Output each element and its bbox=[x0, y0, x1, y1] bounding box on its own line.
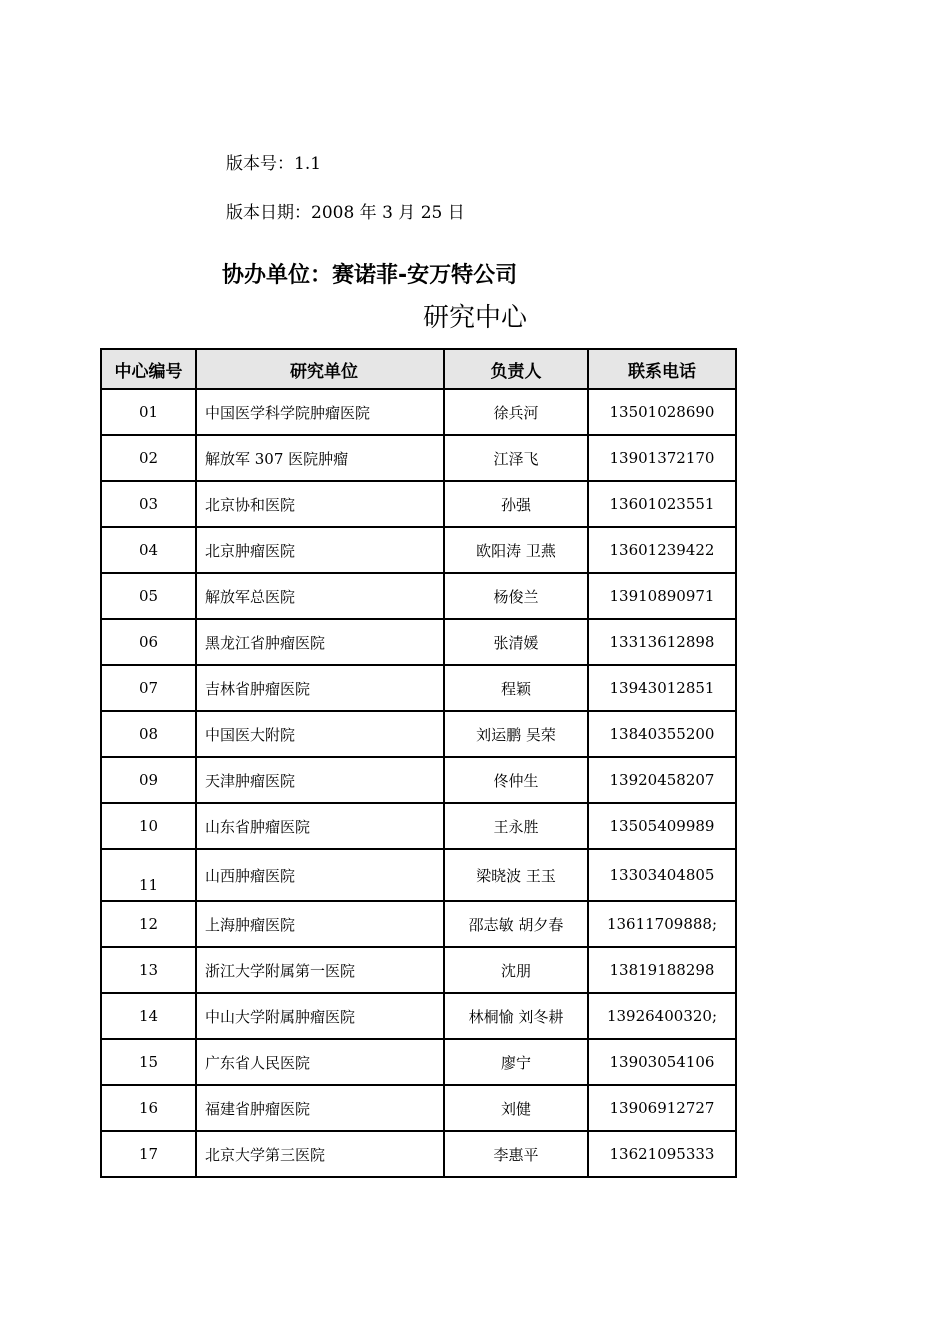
institution-cell: 中山大学附属肿瘤医院 bbox=[196, 993, 444, 1039]
table-header-row bbox=[101, 349, 736, 389]
phone-cell: 13501028690 bbox=[588, 389, 736, 435]
phone-cell: 13901372170 bbox=[588, 435, 736, 481]
center-number-cell: 02 bbox=[101, 435, 196, 481]
table-body bbox=[101, 389, 736, 1177]
center-number-cell: 15 bbox=[101, 1039, 196, 1085]
phone-cell: 13601023551 bbox=[588, 481, 736, 527]
phone-cell: 13505409989 bbox=[588, 803, 736, 849]
center-number-cell: 12 bbox=[101, 901, 196, 947]
institution-cell: 北京大学第三医院 bbox=[196, 1131, 444, 1177]
phone-cell: 13903054106 bbox=[588, 1039, 736, 1085]
table-row bbox=[101, 665, 736, 711]
table-row bbox=[101, 527, 736, 573]
principal-investigator-cell: 徐兵河 bbox=[444, 389, 588, 435]
principal-investigator-cell: 刘运鹏 吴荣 bbox=[444, 711, 588, 757]
institution-cell: 浙江大学附属第一医院 bbox=[196, 947, 444, 993]
principal-investigator-cell: 王永胜 bbox=[444, 803, 588, 849]
phone-cell: 13943012851 bbox=[588, 665, 736, 711]
principal-investigator-cell: 佟仲生 bbox=[444, 757, 588, 803]
phone-cell: 13601239422 bbox=[588, 527, 736, 573]
principal-investigator-cell: 孙强 bbox=[444, 481, 588, 527]
institution-cell: 上海肿瘤医院 bbox=[196, 901, 444, 947]
center-number-cell: 01 bbox=[101, 389, 196, 435]
institution-cell: 解放军 307 医院肿瘤 bbox=[196, 435, 444, 481]
table-row bbox=[101, 993, 736, 1039]
table-row bbox=[101, 1085, 736, 1131]
table-row bbox=[101, 389, 736, 435]
table-row bbox=[101, 1039, 736, 1085]
phone-cell: 13926400320; bbox=[588, 993, 736, 1039]
principal-investigator-cell: 江泽飞 bbox=[444, 435, 588, 481]
institution-cell: 山东省肿瘤医院 bbox=[196, 803, 444, 849]
center-number-cell: 17 bbox=[101, 1131, 196, 1177]
principal-investigator-cell: 林桐愉 刘冬耕 bbox=[444, 993, 588, 1039]
principal-investigator-cell: 李惠平 bbox=[444, 1131, 588, 1177]
center-number-cell: 03 bbox=[101, 481, 196, 527]
institution-cell: 解放军总医院 bbox=[196, 573, 444, 619]
phone-cell: 13303404805 bbox=[588, 849, 736, 901]
table-row bbox=[101, 947, 736, 993]
table-row bbox=[101, 711, 736, 757]
center-number-cell: 10 bbox=[101, 803, 196, 849]
principal-investigator-cell: 程颖 bbox=[444, 665, 588, 711]
institution-cell: 吉林省肿瘤医院 bbox=[196, 665, 444, 711]
phone-cell: 13313612898 bbox=[588, 619, 736, 665]
center-number-cell: 11 bbox=[101, 849, 196, 901]
phone-cell: 13920458207 bbox=[588, 757, 736, 803]
version-date: 版本日期：2008 年 3 月 25 日 bbox=[226, 203, 465, 223]
institution-cell: 中国医大附院 bbox=[196, 711, 444, 757]
principal-investigator-cell: 欧阳涛 卫燕 bbox=[444, 527, 588, 573]
version-number: 版本号：1.1 bbox=[226, 154, 322, 174]
header-center-number: 中心编号 bbox=[101, 349, 196, 389]
principal-investigator-cell: 杨俊兰 bbox=[444, 573, 588, 619]
institution-cell: 天津肿瘤医院 bbox=[196, 757, 444, 803]
research-centers-table bbox=[100, 348, 737, 1178]
table-row bbox=[101, 803, 736, 849]
header-institution: 研究单位 bbox=[196, 349, 444, 389]
institution-cell: 黑龙江省肿瘤医院 bbox=[196, 619, 444, 665]
research-centers-title: 研究中心 bbox=[423, 303, 528, 333]
phone-cell: 13819188298 bbox=[588, 947, 736, 993]
center-number-cell: 07 bbox=[101, 665, 196, 711]
phone-cell: 13840355200 bbox=[588, 711, 736, 757]
institution-cell: 广东省人民医院 bbox=[196, 1039, 444, 1085]
principal-investigator-cell: 邵志敏 胡夕春 bbox=[444, 901, 588, 947]
table-row bbox=[101, 1131, 736, 1177]
phone-cell: 13906912727 bbox=[588, 1085, 736, 1131]
center-number-cell: 13 bbox=[101, 947, 196, 993]
center-number-cell: 14 bbox=[101, 993, 196, 1039]
center-number-cell: 05 bbox=[101, 573, 196, 619]
table-row bbox=[101, 901, 736, 947]
table-row bbox=[101, 435, 736, 481]
header-principal-investigator: 负责人 bbox=[444, 349, 588, 389]
principal-investigator-cell: 梁晓波 王玉 bbox=[444, 849, 588, 901]
principal-investigator-cell: 沈朋 bbox=[444, 947, 588, 993]
sponsor-heading: 协办单位：赛诺菲-安万特公司 bbox=[222, 263, 518, 288]
principal-investigator-cell: 廖宁 bbox=[444, 1039, 588, 1085]
table-row bbox=[101, 481, 736, 527]
header-phone: 联系电话 bbox=[588, 349, 736, 389]
phone-cell: 13621095333 bbox=[588, 1131, 736, 1177]
phone-cell: 13910890971 bbox=[588, 573, 736, 619]
principal-investigator-cell: 张清媛 bbox=[444, 619, 588, 665]
institution-cell: 北京协和医院 bbox=[196, 481, 444, 527]
table-row bbox=[101, 757, 736, 803]
table-row bbox=[101, 573, 736, 619]
table-row bbox=[101, 849, 736, 901]
center-number-cell: 06 bbox=[101, 619, 196, 665]
center-number-cell: 16 bbox=[101, 1085, 196, 1131]
table-row bbox=[101, 619, 736, 665]
institution-cell: 中国医学科学院肿瘤医院 bbox=[196, 389, 444, 435]
institution-cell: 北京肿瘤医院 bbox=[196, 527, 444, 573]
center-number-cell: 08 bbox=[101, 711, 196, 757]
institution-cell: 山西肿瘤医院 bbox=[196, 849, 444, 901]
principal-investigator-cell: 刘健 bbox=[444, 1085, 588, 1131]
center-number-cell: 04 bbox=[101, 527, 196, 573]
center-number-cell: 09 bbox=[101, 757, 196, 803]
institution-cell: 福建省肿瘤医院 bbox=[196, 1085, 444, 1131]
phone-cell: 13611709888; bbox=[588, 901, 736, 947]
